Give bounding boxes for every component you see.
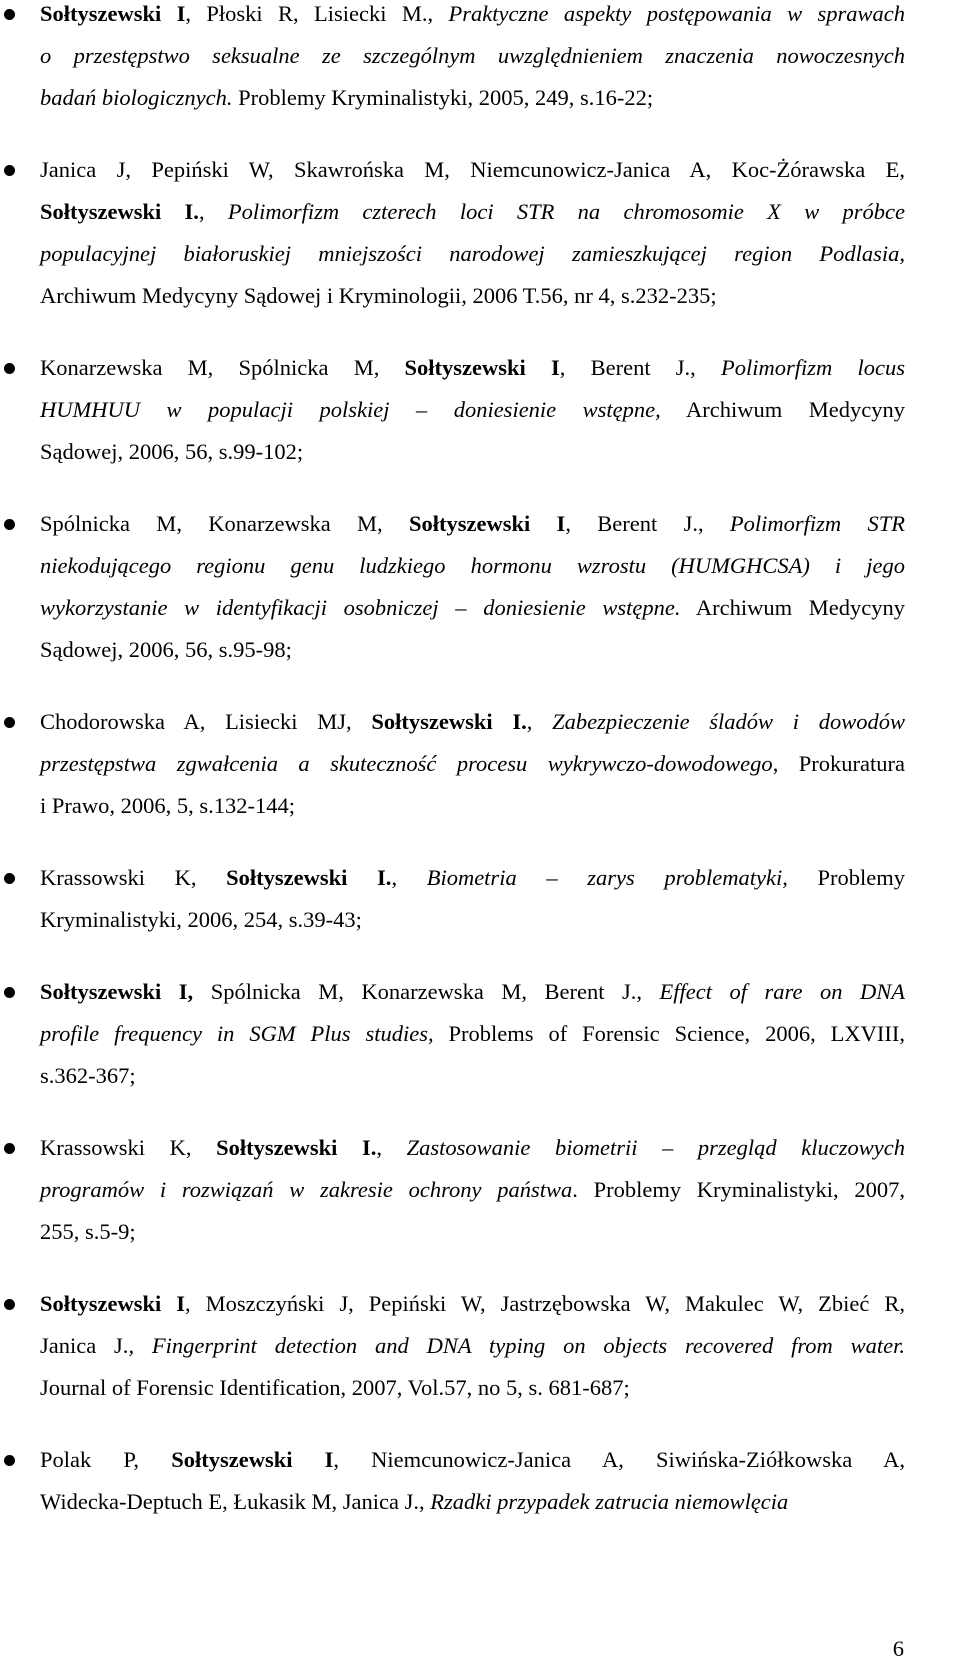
reference-text: Archiwum Medycyny Sądowej i Kryminologii, 2006 T.56, nr 4, s.232-235; — [40, 283, 717, 308]
reference-line — [40, 1288, 905, 1320]
reference-text: Sądowej, 2006, 56, s.95-98; — [40, 637, 292, 662]
reference-text: Sołtyszewski I, — [40, 979, 194, 1004]
reference-line — [40, 436, 905, 468]
reference-text: Widecka-Deptuch E, Łukasik M, Janica J., — [40, 1489, 431, 1514]
reference-text: Archiwum Medycyny — [660, 397, 905, 422]
reference-line — [40, 550, 905, 582]
reference-text: i Prawo, 2006, 5, s.132-144; — [40, 793, 295, 818]
reference-line — [40, 748, 905, 780]
reference-text: Kryminalistyki, 2006, 254, s.39-43; — [40, 907, 362, 932]
reference-text: , Berent J., — [565, 511, 730, 536]
page-number: 6 — [892, 1636, 904, 1661]
reference-text: Problemy — [787, 865, 906, 890]
reference-line — [40, 40, 905, 72]
reference-text: , Berent J., — [559, 355, 722, 380]
reference-text: Janica J. — [40, 1333, 129, 1358]
reference-text: Rzadki przypadek zatrucia niemowlęcia — [430, 1489, 789, 1514]
reference-text: przestępstwa zgwałcenia a skuteczność procesu wykrywczo-dowodowego — [40, 751, 773, 776]
bullet-icon — [4, 1299, 15, 1310]
reference-text: Journal of Forensic Identification, 2007, Vol.57, no 5, s. 681-687; — [40, 1375, 630, 1400]
reference-text: Sołtyszewski I. — [40, 199, 199, 224]
reference-text: Sołtyszewski I — [404, 355, 560, 380]
reference-line — [40, 1216, 905, 1248]
reference-text: , — [526, 709, 553, 734]
reference-text: , — [198, 199, 228, 224]
reference-line — [40, 1486, 905, 1518]
bullet-icon — [4, 9, 15, 20]
reference-text: , — [391, 865, 427, 890]
reference-text: Problemy Kryminalistyki, 2005, 249, s.16-22; — [232, 85, 654, 110]
reference-text: 255, s.5-9; — [40, 1219, 136, 1244]
reference-text: , Fingerprint detection and DNA typing on objects recovered from water. — [128, 1333, 905, 1358]
bullet-icon — [4, 1455, 15, 1466]
reference-text: wykorzystanie w identyfikacji osobniczej – doniesienie wstępne. — [40, 595, 681, 620]
reference-text: Problems of Forensic Science, 2006, LXVIII, — [433, 1021, 905, 1046]
reference-text: , Niemcunowicz-Janica A, Siwińska-Ziółkowska A, — [333, 1447, 905, 1472]
reference-text: programów i rozwiązań w zakresie ochrony państwa — [40, 1177, 573, 1202]
reference-text: Konarzewska M, Spólnicka M, — [40, 355, 405, 380]
reference-line — [40, 394, 905, 426]
reference-line — [40, 508, 905, 540]
reference-text: Krassowski K, — [40, 1135, 217, 1160]
bullet-icon — [4, 1143, 15, 1154]
reference-text: Polimorfizm czterech loci STR na chromosomie X w próbce — [227, 199, 905, 224]
reference-text: , Moszczyński J, Pepiński W, Jastrzębowska W, Makulec W, Zbieć R, — [185, 1291, 905, 1316]
reference-text: , Prokuratura — [772, 751, 905, 776]
reference-line — [40, 592, 905, 624]
reference-text: populacyjnej białoruskiej mniejszości narodowej zamieszkującej region Podlasia, — [40, 241, 905, 266]
reference-line — [40, 904, 905, 936]
reference-line — [40, 976, 905, 1008]
reference-line — [40, 196, 905, 228]
reference-text: . Problemy Kryminalistyki, 2007, — [572, 1177, 905, 1202]
reference-line — [40, 82, 905, 114]
reference-line — [40, 1018, 905, 1050]
reference-text: Sołtyszewski I. — [226, 865, 392, 890]
reference-line — [40, 1132, 905, 1164]
reference-text: Sołtyszewski I — [40, 1, 186, 26]
reference-line — [40, 1060, 905, 1092]
reference-line — [40, 706, 905, 738]
reference-text: Chodorowska A, Lisiecki MJ, — [40, 709, 372, 734]
reference-text: niekodującego regionu genu ludzkiego hormonu wzrostu (HUMGHCSA) i jego — [40, 553, 905, 578]
reference-line — [40, 1372, 905, 1404]
reference-text: Archiwum Medycyny — [680, 595, 906, 620]
reference-text: Effect of rare on DNA — [659, 979, 905, 1004]
reference-text: Krassowski K, — [40, 865, 227, 890]
reference-text: Sołtyszewski I — [171, 1447, 334, 1472]
reference-text: Zabezpieczenie śladów i dowodów — [552, 709, 905, 734]
reference-text: profile frequency in SGM Plus studies, — [40, 1021, 434, 1046]
reference-text: Praktyczne aspekty postępowania w sprawach — [448, 1, 905, 26]
reference-text: Polimorfizm STR — [729, 511, 905, 536]
reference-text: Sołtyszewski I. — [371, 709, 527, 734]
bullet-icon — [4, 987, 15, 998]
reference-text: Polimorfizm locus — [721, 355, 905, 380]
reference-line — [40, 352, 905, 384]
reference-text: Zastosowanie biometrii – przegląd kluczowych — [406, 1135, 905, 1160]
bullet-icon — [4, 519, 15, 530]
reference-line — [40, 0, 905, 30]
reference-text: Janica J, Pepiński W, Skawrońska M, Niemcunowicz-Janica A, Koc-Żórawska E, — [40, 157, 905, 182]
reference-text: HUMHUU w populacji polskiej – doniesienie wstępne, — [40, 397, 661, 422]
reference-text: , — [376, 1135, 407, 1160]
reference-text: Sądowej, 2006, 56, s.99-102; — [40, 439, 304, 464]
reference-line — [40, 862, 905, 894]
reference-line — [40, 154, 905, 186]
reference-text: s.362-367; — [40, 1063, 136, 1088]
reference-line — [40, 238, 905, 270]
bullet-icon — [4, 717, 15, 728]
reference-text: o przestępstwo seksualne ze szczególnym uwzględnieniem znaczenia nowoczesnych — [40, 43, 905, 68]
bullet-icon — [4, 363, 15, 374]
reference-text: badań biologicznych. — [40, 85, 233, 110]
reference-line — [40, 1174, 905, 1206]
reference-line — [40, 1330, 905, 1362]
reference-text: Sołtyszewski I. — [216, 1135, 377, 1160]
reference-text: Sołtyszewski I — [40, 1291, 186, 1316]
reference-text: , Płoski R, Lisiecki M., — [185, 1, 449, 26]
reference-text: Spólnicka M, Konarzewska M, — [40, 511, 409, 536]
reference-text: Sołtyszewski I — [408, 511, 566, 536]
bullet-icon — [4, 165, 15, 176]
reference-line — [40, 1444, 905, 1476]
bullet-icon — [4, 873, 15, 884]
reference-line — [40, 280, 905, 312]
reference-text: Biometria – zarys problematyki, — [426, 865, 788, 890]
reference-line — [40, 634, 905, 666]
reference-text: Polak P, — [40, 1447, 172, 1472]
reference-text: Spólnicka M, Konarzewska M, Berent J., — [193, 979, 660, 1004]
reference-line — [40, 790, 905, 822]
